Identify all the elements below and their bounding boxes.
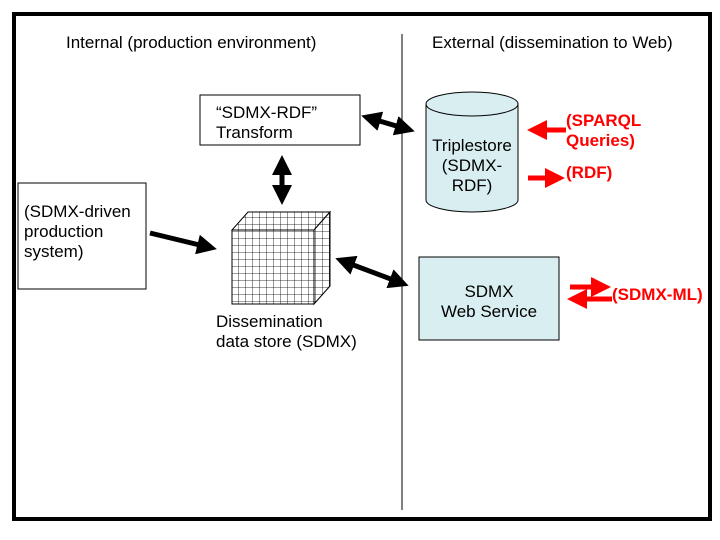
transform-label: “SDMX-RDF” Transform [216,103,318,142]
datastore-cube-icon [232,212,330,304]
rdf-label: (RDF) [566,163,613,182]
sparql-label: (SPARQL Queries) [566,111,642,150]
internal-header: Internal (production environment) [66,33,317,52]
arrow-production-cube [150,233,212,248]
arrow-cube-webservice [340,260,404,284]
web-service-label: SDMX Web Service [440,282,538,321]
production-system-label: (SDMX-driven production system) [24,202,131,261]
sdmx-ml-label: (SDMX-ML) [612,285,703,304]
external-header: External (dissemination to Web) [432,33,673,52]
datastore-label: Dissemination data store (SDMX) [216,312,357,351]
arrow-transform-triplestore [366,117,410,130]
triplestore-label: Triplestore (SDMX- RDF) [432,136,512,195]
